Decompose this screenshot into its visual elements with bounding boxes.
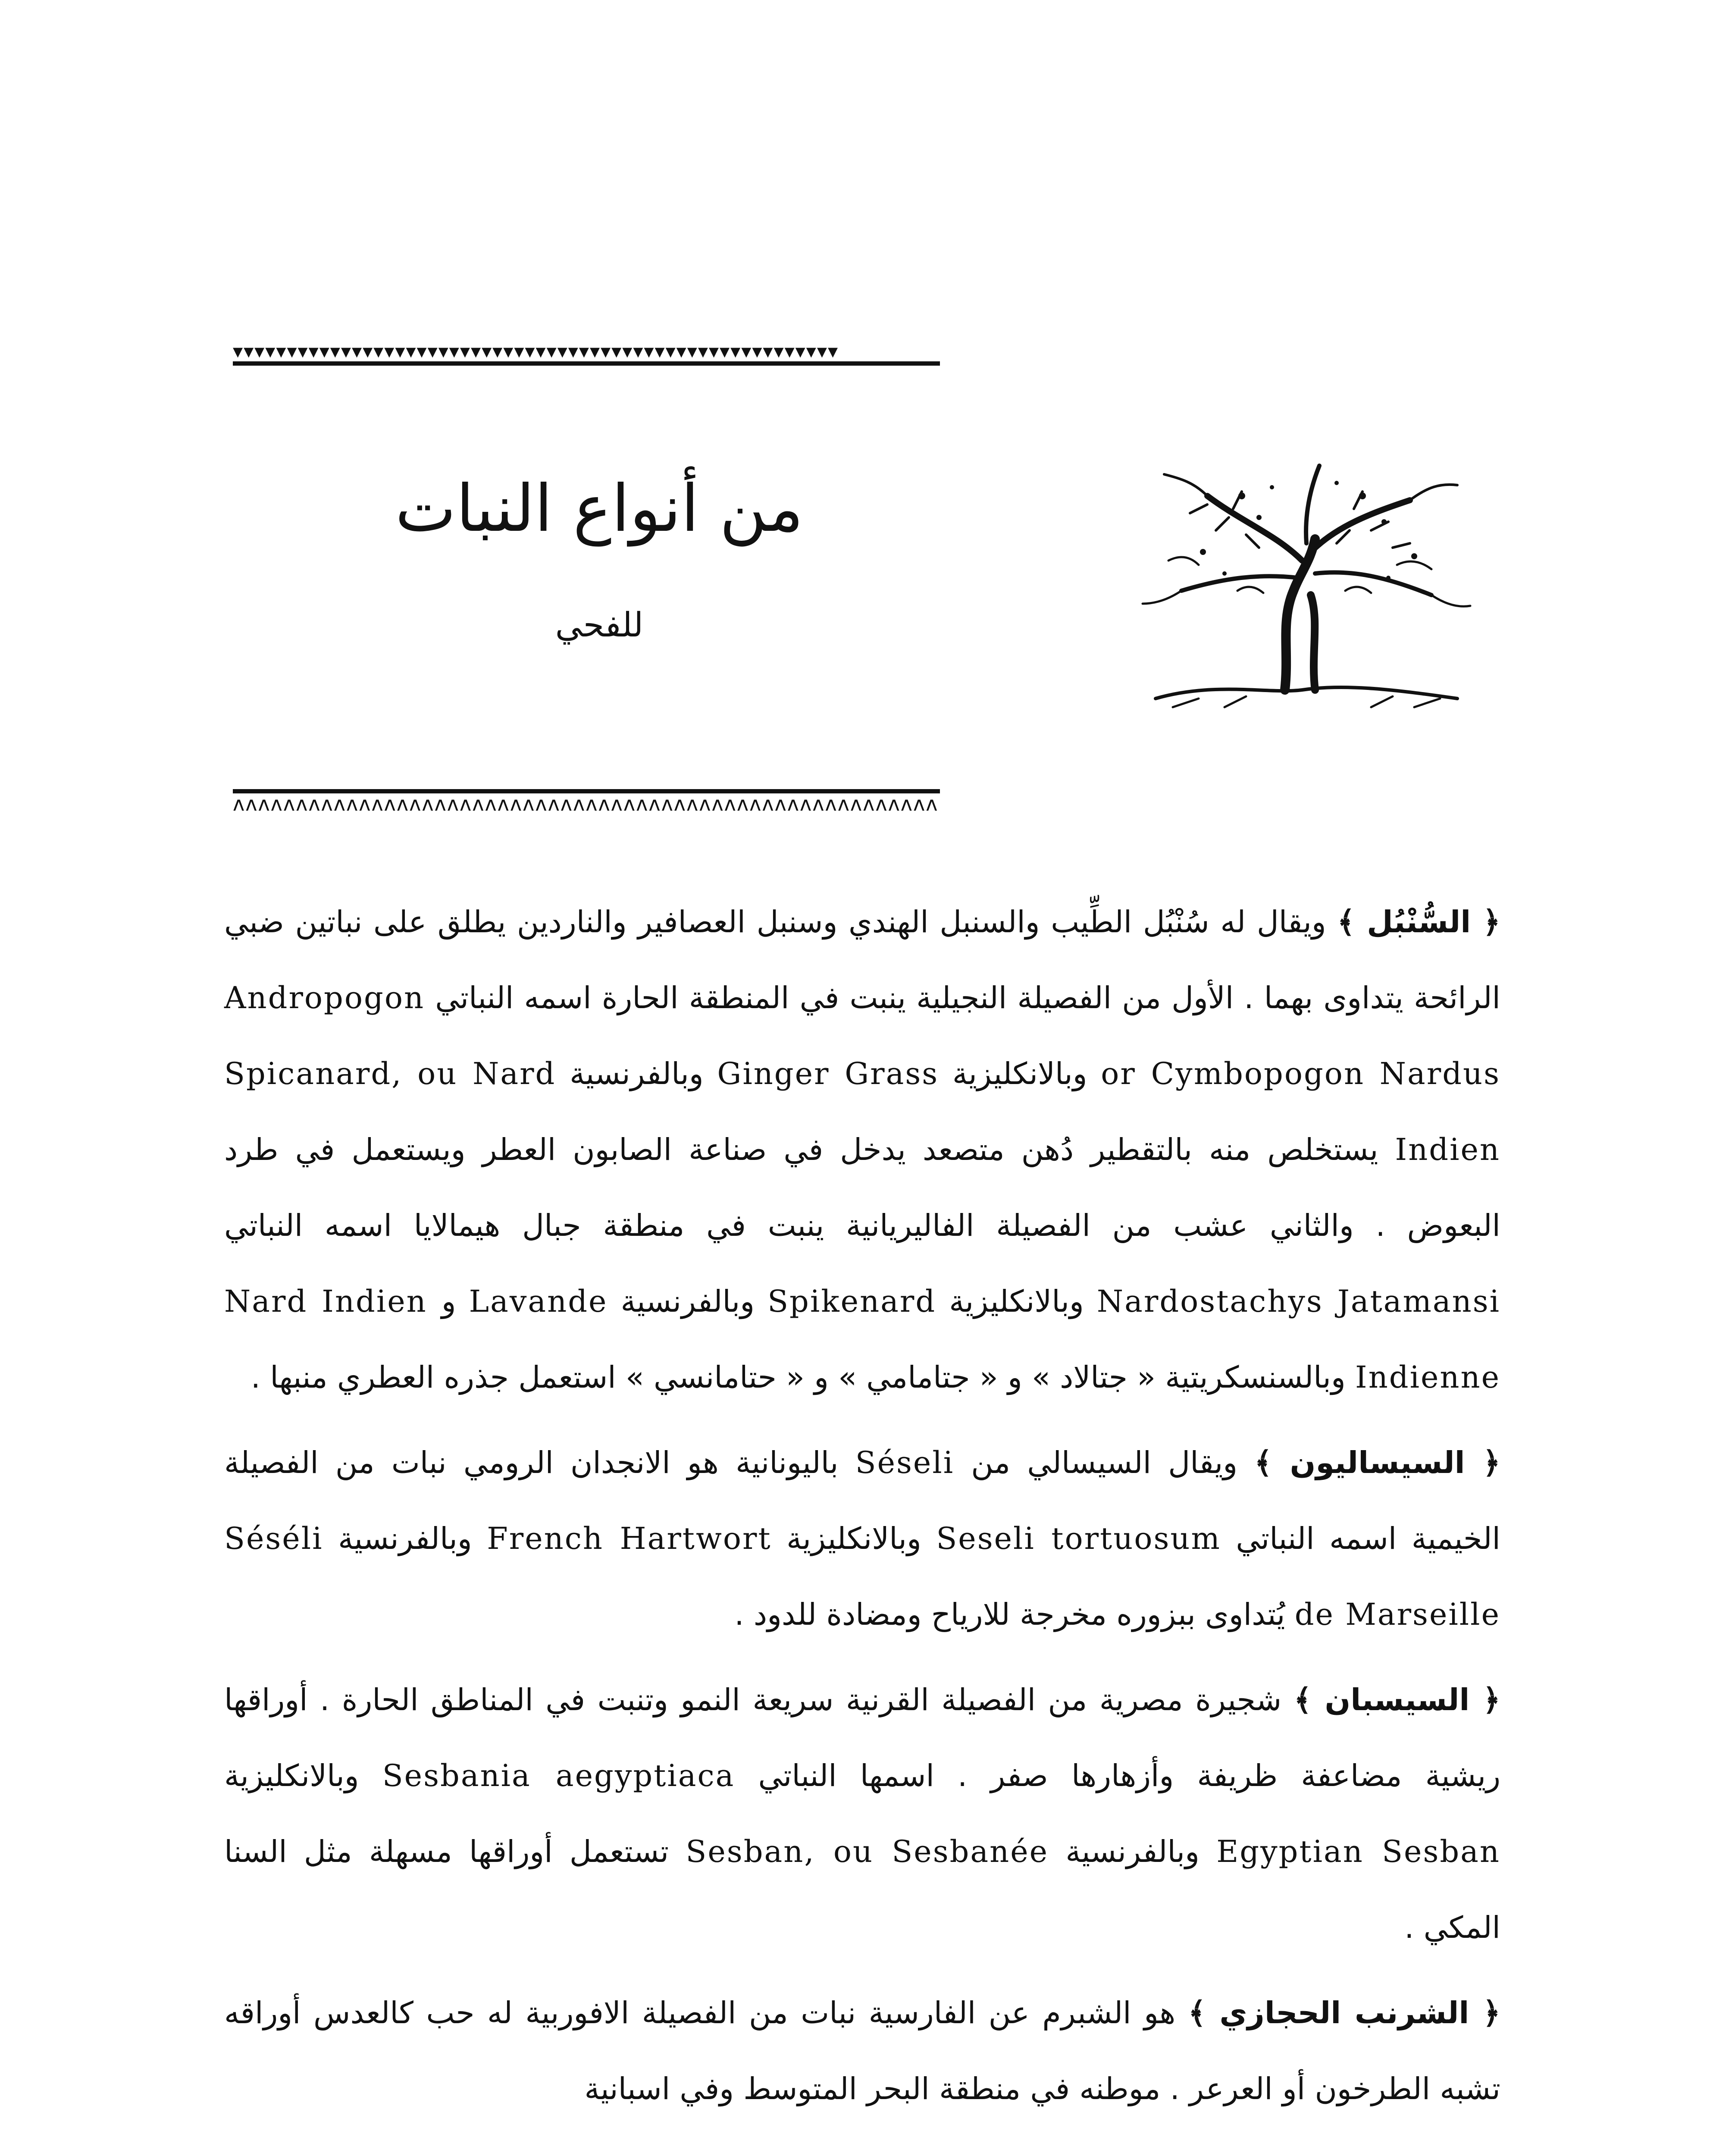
latin-name: Séseli xyxy=(855,1445,955,1480)
entry-text: تستعمل أوراقها مسهلة مثل السنا المكي . xyxy=(224,1834,1500,1945)
latin-name: Nard Indien و Lavande Indienne xyxy=(224,1284,1500,1395)
entry-text: وبالفرنسية xyxy=(556,1056,717,1091)
dictionary-entry xyxy=(224,884,1500,1415)
page-title: من أنواع النبات xyxy=(395,471,804,546)
latin-name: Andropogon or Cymbopogon Nardus xyxy=(224,980,1501,1091)
latin-name: Séséli de Marseille xyxy=(224,1521,1500,1632)
latin-name: Egyptian Sesban xyxy=(1216,1834,1500,1869)
entry-text: وبالفرنسية xyxy=(1049,1834,1217,1869)
ornament-pattern: ▾▾▾▾▾▾▾▾▾▾▾▾▾▾▾▾▾▾▾▾▾▾▾▾▾▾▾▾▾▾▾▾▾▾▾▾▾▾▾▾▾▾▾▾▾▾▾▾▾▾▾▾▾▾▾▾ xyxy=(233,341,839,361)
latin-name: Seseli tortuosum xyxy=(936,1521,1221,1556)
dictionary-entry xyxy=(224,1975,1500,2127)
entry-headword: ﴿ السيسبان ﴾ xyxy=(1293,1682,1500,1717)
entry-text: ويقال له سُنْبُل الطِّيب والسنبل الهندي وسنبل العصافير والناردين يطلق على نباتين ضبي الرائحة يتداوى بهما . الأول من الفصيلة النجيلية ينبت في المنطقة الحارة اسمه النباتي xyxy=(224,904,1500,1015)
entry-text: وبالانكليزية xyxy=(939,1056,1101,1091)
entry-text: باليونانية هو الانجدان الرومي نبات من الفصيلة الخيمية اسمه النباتي xyxy=(224,1445,1501,1556)
entry-text: وبالفرنسية xyxy=(323,1521,487,1556)
entry-text: وبالانكليزية xyxy=(224,1758,382,1793)
ornament-line xyxy=(233,789,940,793)
entry-text: وبالسنسكريتية « جتالاد » و « جتامامي » و « حتامانسي » استعمل جذره العطري منبها . xyxy=(251,1360,1356,1395)
ornament-line xyxy=(233,361,940,366)
latin-name: Sesbania aegyptiaca xyxy=(382,1758,735,1793)
entry-text: وبالانكليزية xyxy=(771,1521,936,1556)
entry-text: وبالانكليزية xyxy=(936,1284,1097,1319)
ornament-pattern: ᴧᴧᴧᴧᴧᴧᴧᴧᴧᴧᴧᴧᴧᴧᴧᴧᴧᴧᴧᴧᴧᴧᴧᴧᴧᴧᴧᴧᴧᴧᴧᴧᴧᴧᴧᴧᴧᴧᴧᴧᴧᴧᴧᴧᴧᴧᴧᴧᴧᴧᴧᴧᴧᴧᴧᴧ xyxy=(233,793,939,814)
latin-name: Spicanard, ou Nard Indien xyxy=(224,1056,1500,1167)
top-ornamental-rule xyxy=(233,341,940,366)
latin-name: Ginger Grass xyxy=(717,1056,939,1091)
latin-name: Nardostachys Jatamansi xyxy=(1096,1284,1501,1319)
body-text xyxy=(224,884,1500,2136)
entry-text: يستخلص منه بالتقطير دُهن متصعد يدخل في صناعة الصابون العطر ويستعمل في طرد البعوض . والثاني عشب من الفصيلة الفاليريانية ينبت في منطقة جبال هيمالايا اسمه النباتي xyxy=(224,1132,1500,1243)
latin-name: Sesban, ou Sesbanée xyxy=(686,1834,1049,1869)
entry-text: هو الشبرم عن الفارسية نبات من الفصيلة الافوربية له حب كالعدس أوراقه تشبه الطرخون أو العرعر . موطنه في منطقة البحر المتوسط وفي اسبانية xyxy=(224,1995,1500,2106)
dictionary-entry xyxy=(224,1425,1500,1652)
bottom-ornamental-rule xyxy=(233,789,940,814)
entry-headword: ﴿ الشرنب الحجازي ﴾ xyxy=(1188,1995,1500,2031)
latin-name: French Hartwort xyxy=(487,1521,772,1556)
latin-name: Spikenard xyxy=(767,1284,936,1319)
entry-headword: ﴿ السيساليون ﴾ xyxy=(1254,1445,1500,1480)
entry-text: يُتداوى ببزوره مخرجة للارياح ومضادة للدود . xyxy=(734,1597,1295,1632)
dictionary-entry xyxy=(224,1662,1500,1965)
entry-text: وبالفرنسية xyxy=(608,1284,768,1319)
entry-text: شجيرة مصرية من الفصيلة القرنية سريعة النمو وتنبت في المناطق الحارة . أوراقها ريشية مضاعفة ظريفة وأزهارها صفر . اسمها النباتي xyxy=(224,1682,1500,1793)
entry-headword: ﴿ السُّنْبُل ﴾ xyxy=(1337,904,1500,940)
author-name: للفحي xyxy=(555,606,644,645)
entry-text: ويقال السيسالي من xyxy=(954,1445,1238,1480)
decorative-vignette xyxy=(1130,448,1475,716)
